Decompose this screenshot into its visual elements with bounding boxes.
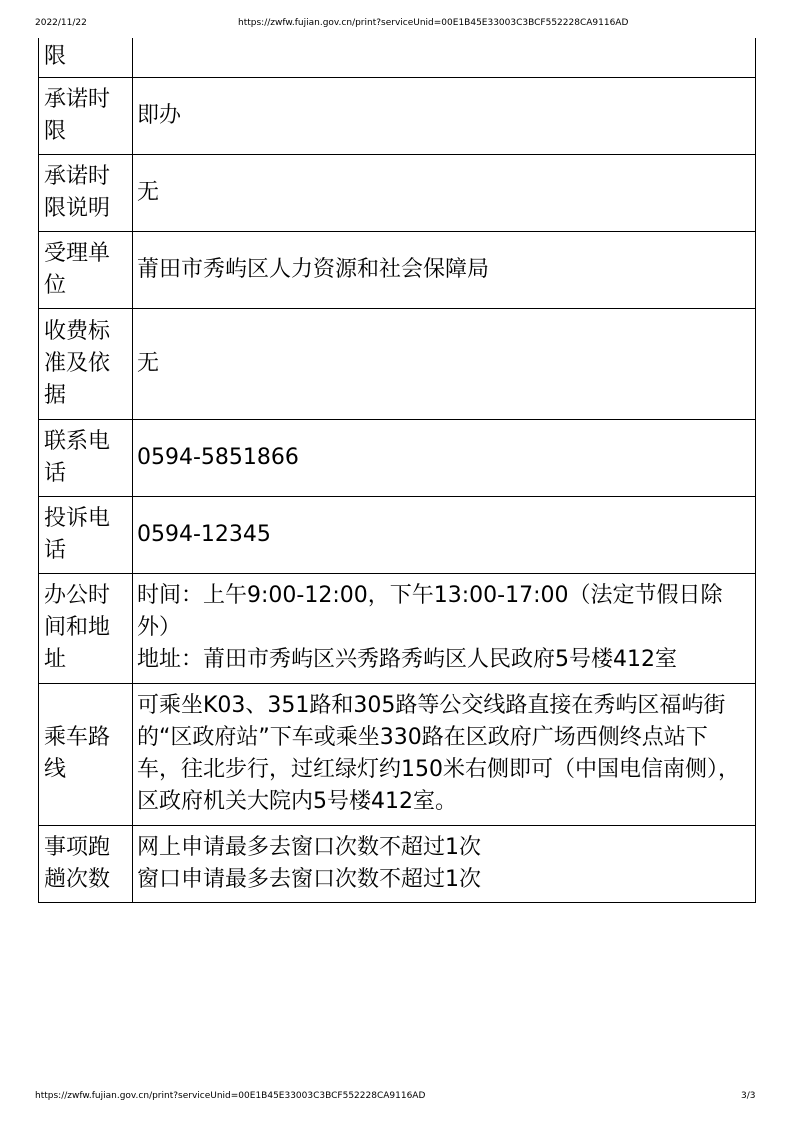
row-value [133, 825, 756, 902]
row-value [133, 38, 756, 77]
table-row [39, 496, 756, 573]
row-value: 无 [133, 154, 756, 231]
row-value [133, 573, 756, 683]
table-row [39, 825, 756, 902]
table-row [39, 38, 756, 77]
online-visits-text: 网上申请最多去窗口次数不超过1次 [137, 834, 481, 860]
office-address-text: 地址：莆田市秀屿区兴秀路秀屿区人民政府5号楼412室 [137, 647, 677, 672]
row-label: 事项跑趟次数 [39, 825, 133, 902]
row-value: 0594-12345 [133, 496, 756, 573]
print-date: 2022/11/22 [35, 18, 87, 28]
table-row [39, 573, 756, 683]
office-hours-text: 时间：上午9:00-12:00，下午13:00-17:00（法定节假日除外） [137, 583, 723, 640]
row-label: 限 [39, 38, 133, 77]
table-row [39, 419, 756, 496]
row-label: 办公时间和地址 [39, 573, 133, 683]
row-value: 即办 [133, 77, 756, 154]
table-row [39, 683, 756, 825]
table-row [39, 308, 756, 419]
row-label: 收费标准及依据 [39, 308, 133, 419]
table-row [39, 77, 756, 154]
row-label: 受理单位 [39, 231, 133, 308]
footer-url: https://zwfw.fujian.gov.cn/print?serviceUnid=00E1B45E33003C3BCF552228CA9116AD [35, 1091, 426, 1101]
row-value: 0594-5851866 [133, 419, 756, 496]
window-visits-text: 窗口申请最多去窗口次数不超过1次 [137, 866, 481, 892]
page-number: 3/3 [741, 1091, 756, 1101]
table-row [39, 154, 756, 231]
row-label: 乘车路线 [39, 683, 133, 825]
row-value: 可乘坐K03、351路和305路等公交线路直接在秀屿区福屿街的“区政府站”下车或乘坐330路在区政府广场西侧终点站下车，往北步行，过红绿灯约150米右侧即可（中国电信南侧），区政府机关大院内5号楼412室。 [133, 683, 756, 825]
row-label: 联系电话 [39, 419, 133, 496]
table-row [39, 231, 756, 308]
row-label: 投诉电话 [39, 496, 133, 573]
print-url: https://zwfw.fujian.gov.cn/print?serviceUnid=00E1B45E33003C3BCF552228CA9116AD [238, 18, 629, 28]
row-value: 莆田市秀屿区人力资源和社会保障局 [133, 231, 756, 308]
row-label: 承诺时限 [39, 77, 133, 154]
service-info-table [38, 38, 756, 903]
row-label: 承诺时限说明 [39, 154, 133, 231]
row-value: 无 [133, 308, 756, 419]
